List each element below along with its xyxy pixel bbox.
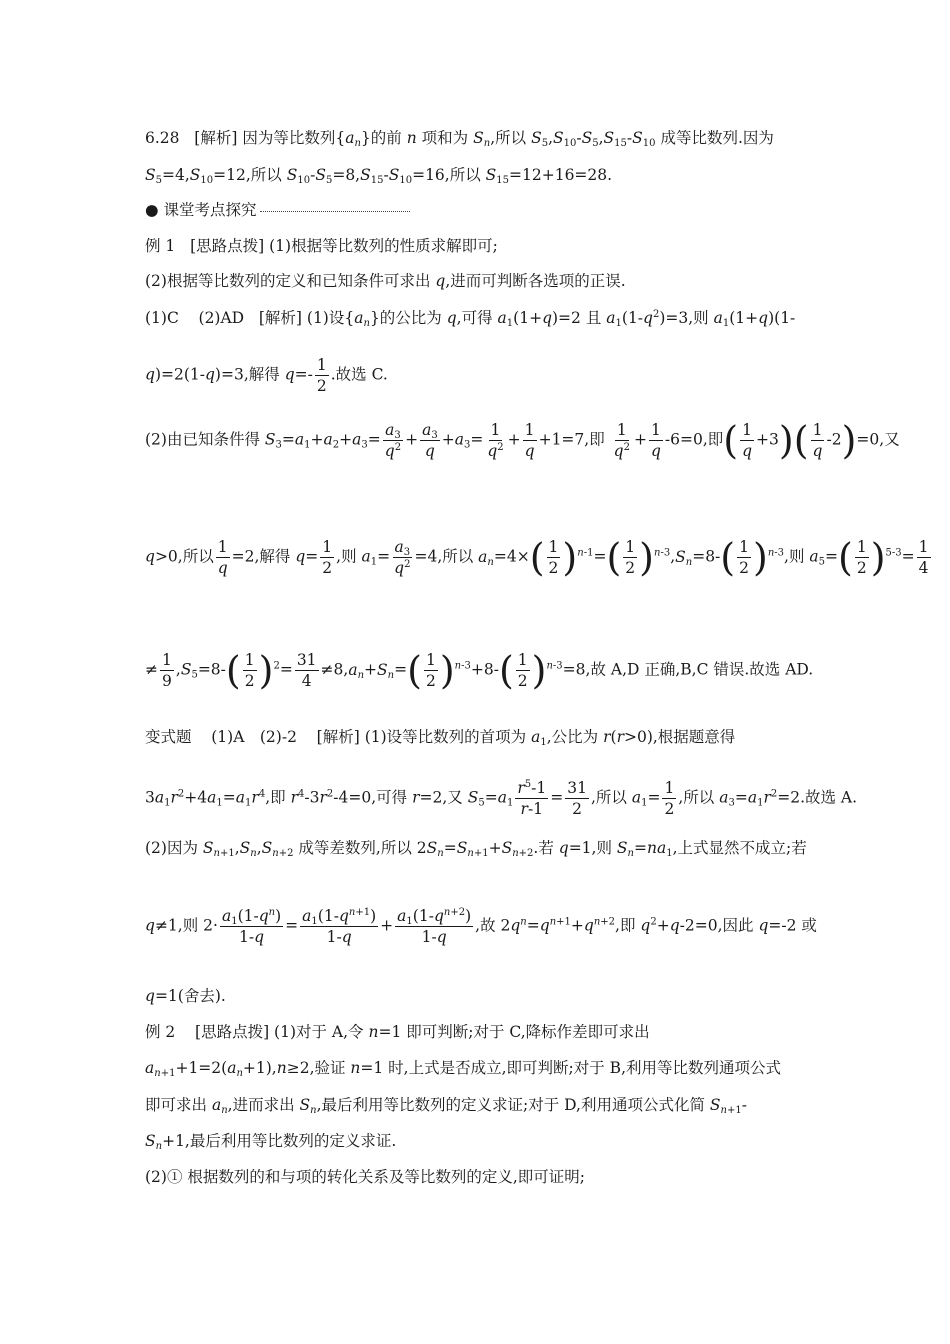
- example-1-part2: (2)由已知条件得 $S_3=a_1+a_2+a_3=$ $\frac{a_3}{q^2}$ + $\frac{a_3}{q}$ $+a_3=$ $\frac{1}{q^2}$ + $\frac{1}{q}$ +1=7,即 $\frac{1}{q^2}$ + $\frac{1}{q}$ -6=0,即( $\frac{1}{q}$ +3)( $\frac{1}{q}$ -2)=0,又: [145, 418, 900, 463]
- example-1-answer-cont: q)=2(1-q)=3,解得 q=- $\frac{1}{2}$ .故选 C.: [145, 356, 388, 395]
- variant-part2: (2)因为 $S_{n+1},S_n,S_{n+2}$ 成等差数列,所以 $2S_n=S_{n+1}+S_{n+2}$.若 q=1,则 $S_n=na_1$,上式显然不成立;若: [145, 839, 807, 859]
- example-1-hint-2: (2)根据等比数列的定义和已知条件可求出 q,进而可判断各选项的正误.: [145, 272, 626, 290]
- line-6-28-cont: $S_5=4,S_{10}=12$,所以 $S_{10}-S_5=8,S_{15}-S_{10}=16$,所以 $S_{15}=12+16=28$.: [145, 166, 613, 186]
- variant-part1-cont: $3a_1r^2+4a_1=a_1r^4$,即 $r^4-3r^2-4=0$,可得 r=2,又 $S_5=a_1$ $\frac{r^5-1}{r-1}$ = $\frac{31}{2}$ ,所以 $a_1=$ $\frac{1}{2}$ ,所以 $a_3=a_1r^2=2$.故选 A.: [145, 779, 858, 818]
- example-1-part2-end: ≠ $\frac{1}{9}$ $,S_5=8-$( $\frac{1}{2}$ )$^2$= $\frac{31}{4}$ $\ne 8,a_n+S_n=$( $\frac{1}{2}$ )$^{n-3}$+8-( $\frac{1}{2}$ )$^{n-3}$=8,故 A,D 正确,B,C 错误.故选 AD.: [145, 648, 814, 693]
- line-6-28: 6.28 [解析] 因为等比数列$\{a_n\}$的前 n 项和为 $S_n$,所以 $S_5,S_{10}-S_5,S_{15}-S_{10}$ 成等比数列.因为: [145, 129, 774, 149]
- example-1-answer: (1)C (2)AD [解析] (1)设$\{a_n\}$的公比为 q,可得 $a_1(1+q)=2$ 且 $a_1(1-q^2)=3$,则 $a_1(1+q)(1-$: [145, 309, 796, 329]
- variant-part2-cont: q≠1,则 2· $\frac{a_1(1-q^n)}{1-q}$ = $\frac{a_1(1-q^{n+1})}{1-q}$ + $\frac{a_1(1-q^{n+2})}{1-q}$ ,故 $2q^n=q^{n+1}+q^{n+2}$,即 $q^2+q-2=0$,因此 q=-2 或: [145, 907, 817, 946]
- example-2-hint: 例 2 [思路点拨] (1)对于 A,令 n=1 即可判断;对于 C,降标作差即可求出: [145, 1023, 650, 1041]
- example-2-hint-5: (2)① 根据数列的和与项的转化关系及等比数列的定义,即可证明;: [145, 1168, 586, 1186]
- variant-part2-end: q=1(舍去).: [145, 987, 226, 1005]
- example-2-hint-3: 即可求出 $a_n$,进而求出 $S_n$,最后利用等比数列的定义求证;对于 D,利用通项公式化简 $S_{n+1}-$: [145, 1096, 747, 1116]
- variant-answer: 变式题 (1)A (2)-2 [解析] (1)设等比数列的首项为 $a_1$,公比为 r(r>0),根据题意得: [145, 728, 736, 748]
- example-2-hint-4: $S_n+1$,最后利用等比数列的定义求证.: [145, 1132, 397, 1152]
- example-1-hint: 例 1 [思路点拨] (1)根据等比数列的性质求解即可;: [145, 237, 498, 255]
- dotted-leader: [260, 211, 410, 212]
- section-heading: ● 课堂考点探究: [145, 199, 410, 221]
- example-1-part2-cont: q>0,所以 $\frac{1}{q}$ =2,解得 q= $\frac{1}{2}$ ,则 $a_1=$ $\frac{a_3}{q^2}$ =4,所以 $a_n=4\times$( $\frac{1}{2}$ )$^{n-1}$=( $\frac{1}{2}$ )$^{n-3},S_n=8-$( $\frac{1}{2}$ )$^{n-3}$,则 $a_5=$( $\frac{1}{2}$ )$^{5-3}$= $\frac{1}{4}$: [145, 535, 929, 580]
- example-2-hint-2: $a_{n+1}+1=2(a_n+1),n\ge 2$,验证 n=1 时,上式是否成立,即可判断;对于 B,利用等比数列通项公式: [145, 1059, 782, 1079]
